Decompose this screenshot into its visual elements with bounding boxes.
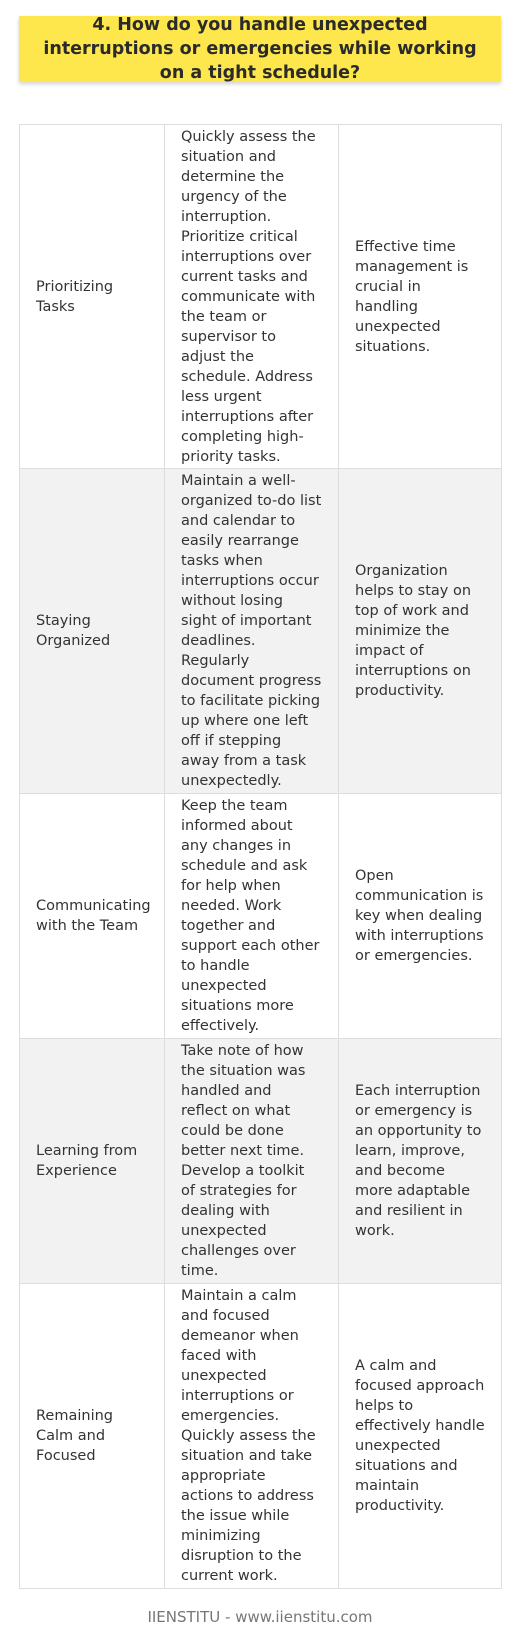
footer-credit: IIENSTITU - www.iienstitu.com: [147, 1608, 373, 1626]
note-cell: Each interruption or emergency is an opportunity to learn, improve, and become more adaptable and resilient in work.: [339, 1039, 502, 1284]
note-cell: Organization helps to stay on top of work and minimize the impact of interruptions on productivity.: [339, 469, 502, 794]
topic-cell: Communicating with the Team: [20, 794, 165, 1039]
detail-cell: Take note of how the situation was handled and reflect on what could be done better next time. Develop a toolkit of strategies for dealing with unexpected challenges over time.: [165, 1039, 339, 1284]
note-cell: Open communication is key when dealing with interruptions or emergencies.: [339, 794, 502, 1039]
table-row: [20, 1039, 502, 1284]
strategy-table: [19, 124, 502, 1589]
detail-cell: Maintain a well-organized to-do list and calendar to easily rearrange tasks when interruptions occur without losing sight of important deadlines. Regularly document progress to facilitate picking up where one left off if stepping away from a task unexpectedly.: [165, 469, 339, 794]
note-cell: A calm and focused approach helps to effectively handle unexpected situations and maintain productivity.: [339, 1284, 502, 1589]
page-title: 4. How do you handle unexpected interruptions or emergencies while working on a tight schedule?: [43, 15, 477, 83]
topic-cell: Learning from Experience: [20, 1039, 165, 1284]
topic-cell: Staying Organized: [20, 469, 165, 794]
topic-cell: Prioritizing Tasks: [20, 125, 165, 469]
table-row: [20, 1284, 502, 1589]
title-banner: [19, 16, 501, 82]
table-row: [20, 794, 502, 1039]
detail-cell: Keep the team informed about any changes in schedule and ask for help when needed. Work together and support each other to handle unexpected situations more effectively.: [165, 794, 339, 1039]
detail-cell: Maintain a calm and focused demeanor when faced with unexpected interruptions or emergencies. Quickly assess the situation and take appropriate actions to address the issue while minimizing disruption to the current work.: [165, 1284, 339, 1589]
table-row: [20, 125, 502, 469]
topic-cell: Remaining Calm and Focused: [20, 1284, 165, 1589]
note-cell: Effective time management is crucial in handling unexpected situations.: [339, 125, 502, 469]
detail-cell: Quickly assess the situation and determine the urgency of the interruption. Prioritize critical interruptions over current tasks and communicate with the team or supervisor to adjust the schedule. Address less urgent interruptions after completing high-priority tasks.: [165, 125, 339, 469]
table-row: [20, 469, 502, 794]
